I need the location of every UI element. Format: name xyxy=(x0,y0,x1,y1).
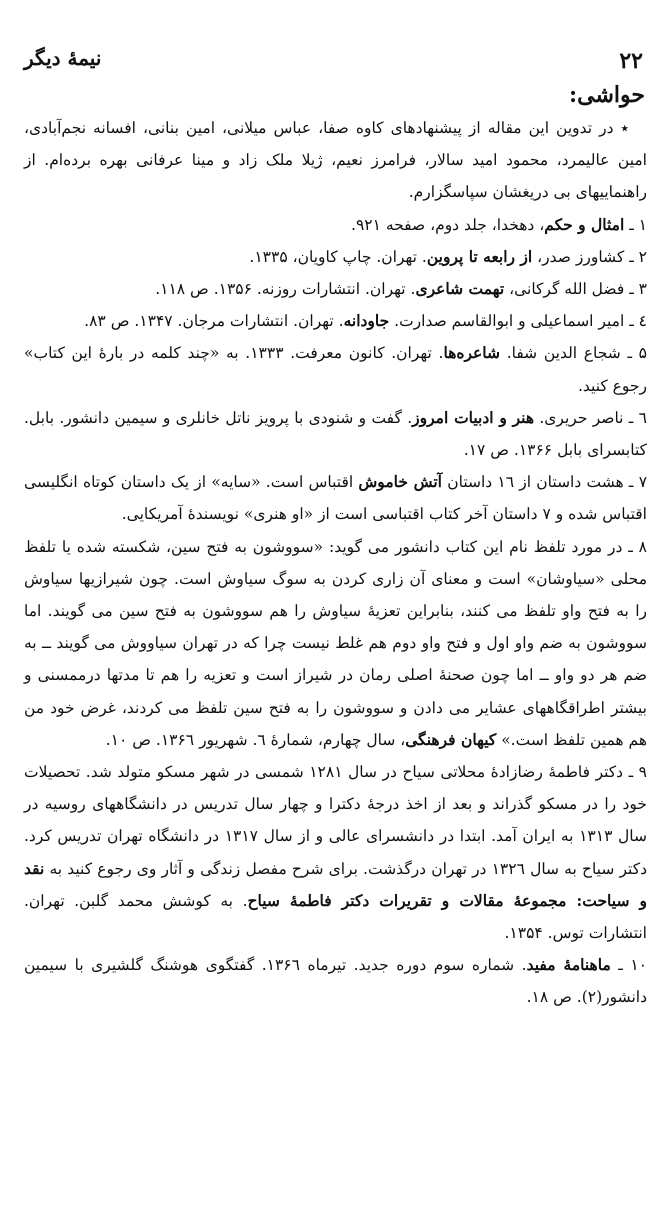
note-title: آتش خاموش xyxy=(358,472,442,492)
note-2 xyxy=(24,241,647,273)
note-9 xyxy=(24,756,647,949)
note-3 xyxy=(24,273,647,305)
note-7 xyxy=(24,466,647,530)
note-number: ٤ ـ xyxy=(629,312,647,331)
note-citation: . تهران. انتشارات مرجان. ۱۳۴۷. ص ۸۳. xyxy=(84,312,344,331)
note-title: کیهان فرهنگی xyxy=(405,729,497,749)
note-1 xyxy=(24,209,647,241)
note-number: ۸ ـ xyxy=(628,537,647,556)
note-number: ٦ ـ xyxy=(628,408,647,427)
note-author: امیر اسماعیلی و ابوالقاسم صدارت. xyxy=(394,312,625,331)
note-author: شجاع الدین شفا. xyxy=(506,344,621,363)
note-title: هنر و ادبیات امروز xyxy=(412,407,535,427)
note-number: ۵ ـ xyxy=(627,344,647,363)
note-title: از رابعه تا پروین xyxy=(426,246,533,266)
note-number: ۷ ـ xyxy=(628,473,648,492)
section-title: حواشی: xyxy=(569,82,645,108)
note-number: ۲ ـ xyxy=(629,247,647,266)
note-title: ماهنامهٔ مفید xyxy=(526,955,611,975)
note-author: فضل الله گرکانی، xyxy=(509,280,625,299)
note-text: در تدوین این مقاله از پیشنهادهای کاوه صفا، عباس میلانی، امین بنانی، افسانه نجم‌آبادی، امین عالیمرد، محمود امید سالار، فرامرز نعیم، ژیلا ملک زاد و مینا عرفانی بهره برده‌ام. از راهنماییهای بی دریغشان سپاسگزارم. xyxy=(24,119,647,202)
note-quote: در مورد تلفظ نام این کتاب دانشور می گوید: «سووشون به فتح سین، شکسته شده یا تلفظ محلی «سیاوشان» است و معنای آن زاری کردن به سوگ سیاوش است. چون شیرازیها سیاوش را به فتح واو تلفظ می کنند، بنابراین تعزیهٔ سیاوش را هم سووشون به فتح سین می گویند. اما سووشون به ضم واو اول و فتح واو دوم هم غلط نیست چرا که در تهران سیاووش می گویند ــ به ضم هر دو واو ــ اما چون صحنهٔ اصلی رمان در شیراز است و تعزیه را هم تا مدتها درممسنی و بیشتر اطراقگاههای عشایر می دادن و سووشون را به فتح سین تلفظ می کردند، غرض خود من هم همین تلفظ است.» xyxy=(24,537,647,749)
note-4 xyxy=(24,305,647,337)
note-citation: . گفت و شنودی با پرویز ناتل خانلری و سیمین دانشور. بابل. کتابسرای بابل ۱۳۶۶. ص ۱۷. xyxy=(24,408,647,460)
note-title: تهمت شاعری xyxy=(415,279,505,299)
page-header xyxy=(24,38,647,78)
note-number: ۳ ـ xyxy=(629,280,647,299)
note-citation: . به کوشش محمد گلبن. تهران. انتشارات توس. ۱۳۵۴. xyxy=(24,891,647,943)
note-10 xyxy=(24,949,647,1013)
note-title: امثال و حکم xyxy=(544,214,625,234)
note-author: کشاورز صدر، xyxy=(537,247,625,266)
note-6 xyxy=(24,402,647,466)
note-citation: . شماره سوم دوره جدید. تیرماه ۱۳۶٦. گفتگوی هوشنگ گلشیری با سیمین دانشور(۲). ص ۱۸. xyxy=(24,956,647,1007)
running-title: نیمهٔ دیگر xyxy=(24,46,102,70)
note-lead: هشت داستان از ۱٦ داستان xyxy=(447,473,624,492)
note-author: ناصر حریری. xyxy=(539,408,624,427)
page-number: ۲۲ xyxy=(619,48,643,74)
note-number: ۱۰ ـ xyxy=(618,956,647,975)
note-citation: . تهران. کانون معرفت. ۱۳۳۳. به «چند کلمه در بارهٔ این کتاب» رجوع کنید. xyxy=(24,344,647,395)
note-8 xyxy=(24,531,647,756)
note-5 xyxy=(24,337,647,401)
note-marker: ٭ xyxy=(620,119,629,137)
note-title: جاودانه xyxy=(343,311,390,331)
note-citation: . تهران. چاپ کاویان، ۱۳۳۵. xyxy=(249,247,427,266)
note-citation: . تهران. انتشارات روزنه. ۱۳۵۶. ص ۱۱۸. xyxy=(155,280,416,299)
note-biography: دکتر فاطمهٔ رضازادهٔ محلاتی سیاح در سال ۱۲۸۱ شمسی در شهر مسکو متولد شد. تحصیلات خود را در مسکو گذراند و بعد از اخذ درجهٔ دکترا و چهار سال تدریس در دانشگاههای روسیه در سال ۱۳۱۳ به ایران آمد. ابتدا در دانشسرای عالی و از سال ۱۳۱۷ در دانشگاه تهران تدریس کرد. دکتر سیاح به سال ۱۳۲٦ در تهران درگذشت. برای شرح مفصل زندگی و آثار وی رجوع کنید به xyxy=(24,763,648,878)
note-title: شاعره‌ها xyxy=(443,343,500,363)
note-citation: اقتباس است. «سایه» از یک داستان کوتاه انگلیسی اقتباس شده و ۷ داستان آخر کتاب اقتباسی است از «او هنری» نویسندهٔ آمریکایی. xyxy=(24,473,647,524)
note-citation: ، دهخدا، جلد دوم، صفحه ۹۲۱. xyxy=(351,215,545,234)
note-title: نقد و سیاحت: مجموعهٔ مقالات و تقریرات دکتر فاطمهٔ سیاح xyxy=(24,858,647,910)
note-intro xyxy=(24,112,647,209)
note-number: ۹ ـ xyxy=(628,763,647,782)
note-citation: ، سال چهارم، شمارهٔ ٦. شهریور ۱۳۶٦. ص ۱۰. xyxy=(105,730,406,749)
note-number: ۱ ـ xyxy=(629,215,647,234)
